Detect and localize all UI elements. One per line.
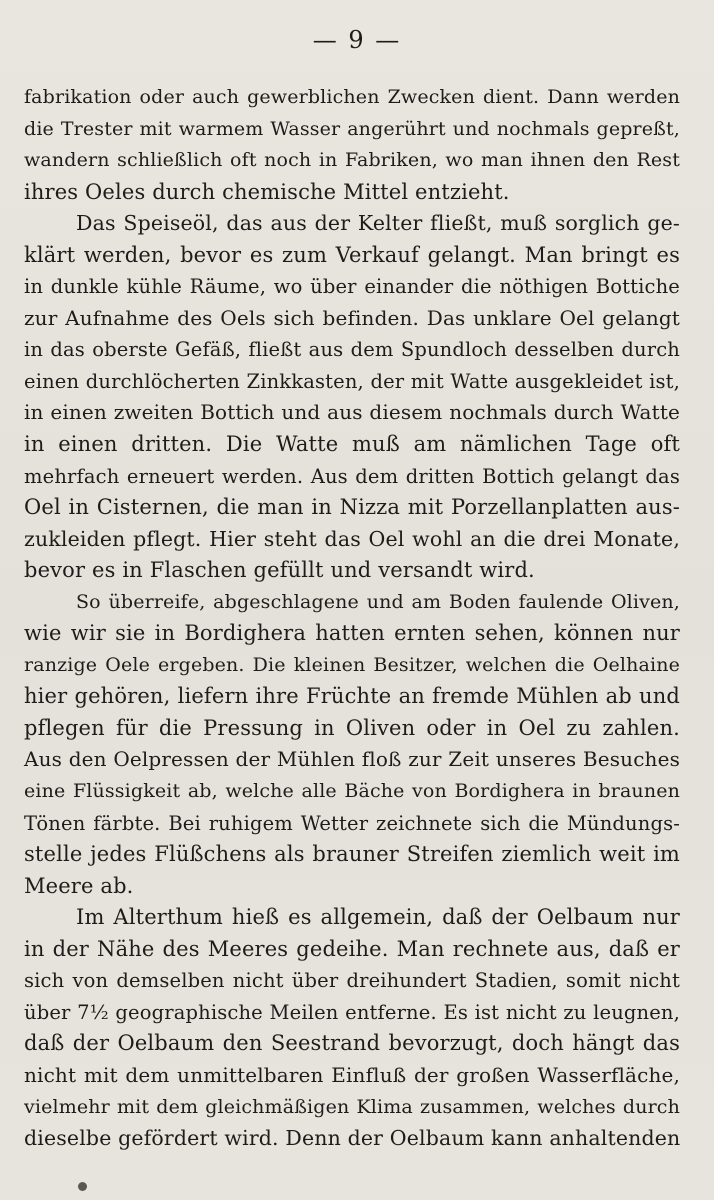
text-line: zur Aufnahme des Oels sich befinden. Das unklare Oel gelangt	[24, 305, 680, 330]
text-line: Tönen färbte. Bei ruhigem Wetter zeichnete sich die Mündungs-	[24, 811, 680, 835]
text-line: daß der Oelbaum den Seestrand bevorzugt, doch hängt das	[24, 1031, 680, 1056]
text-line: klärt werden, bevor es zum Verkauf gelangt. Man bringt es	[24, 242, 680, 267]
text-line: dieselbe gefördert wird. Denn der Oelbaum kann anhaltenden	[24, 1126, 681, 1151]
text-line: in dunkle kühle Räume, wo über einander die nöthigen Bottiche	[24, 275, 680, 299]
text-line: zukleiden pflegt. Hier steht das Oel wohl an die drei Monate,	[24, 526, 680, 551]
text-line: So überreife, abgeschlagene und am Boden faulende Oliven,	[76, 590, 680, 613]
text-line: Meere ab.	[24, 873, 134, 898]
text-line: über 7½ geographische Meilen entferne. Es ist nicht zu leugnen,	[24, 1000, 680, 1024]
page-number: — 9 —	[312, 26, 402, 54]
text-line: in das oberste Gefäß, fließt aus dem Spundloch desselben durch	[24, 338, 680, 362]
text-line: in einen zweiten Bottich und aus diesem nochmals durch Watte	[24, 400, 680, 425]
text-line: wandern schließlich oft noch in Fabriken, wo man ihnen den Rest	[24, 149, 680, 172]
text-line: nicht mit dem unmittelbaren Einfluß der großen Wasserfläche,	[24, 1062, 680, 1087]
text-line: hier gehören, liefern ihre Früchte an fremde Mühlen ab und	[24, 684, 680, 709]
text-line: vielmehr mit dem gleichmäßigen Klima zusammen, welches durch	[24, 1095, 680, 1118]
text-line: Aus den Oelpressen der Mühlen floß zur Zeit unseres Besuches	[24, 747, 680, 772]
text-line: einen durchlöcherten Zinkkasten, der mit Watte ausgekleidet ist,	[24, 369, 680, 393]
text-line: eine Flüssigkeit ab, welche alle Bäche von Bordighera in braunen	[24, 780, 680, 803]
text-line: bevor es in Flaschen gefüllt und versandt wird.	[24, 558, 535, 583]
text-line: die Trester mit warmem Wasser angerührt und nochmals gepreßt,	[24, 117, 680, 140]
text-line: ranzige Oele ergeben. Die kleinen Besitzer, welchen die Oelhaine	[24, 653, 680, 676]
text-line: sich von demselben nicht über dreihundert Stadien, somit nicht	[24, 969, 680, 993]
text-line: in einen dritten. Die Watte muß am nämlichen Tage oft	[24, 432, 680, 457]
text-line: Das Speiseöl, das aus der Kelter fließt, muß sorglich ge-	[76, 211, 680, 236]
text-line: Im Alterthum hieß es allgemein, daß der Oelbaum nur	[76, 905, 680, 930]
body-text	[24, 82, 680, 1155]
text-line: wie wir sie in Bordighera hatten ernten sehen, können nur	[24, 621, 680, 646]
text-line: fabrikation oder auch gewerblichen Zwecken dient. Dann werden	[24, 86, 680, 108]
text-line: stelle jedes Flüßchens als brauner Streifen ziemlich weit im	[24, 842, 680, 867]
text-line: pflegen für die Pressung in Oliven oder in Oel zu zahlen.	[24, 715, 680, 740]
text-line: mehrfach erneuert werden. Aus dem dritten Bottich gelangt das	[24, 464, 680, 488]
ink-speck	[78, 1182, 87, 1191]
text-line: Oel in Cisternen, die man in Nizza mit Porzellanplatten aus-	[24, 495, 680, 520]
text-line: ihres Oeles durch chemische Mittel entzieht.	[24, 179, 510, 204]
text-line: in der Nähe des Meeres gedeihe. Man rechnete aus, daß er	[24, 936, 680, 961]
